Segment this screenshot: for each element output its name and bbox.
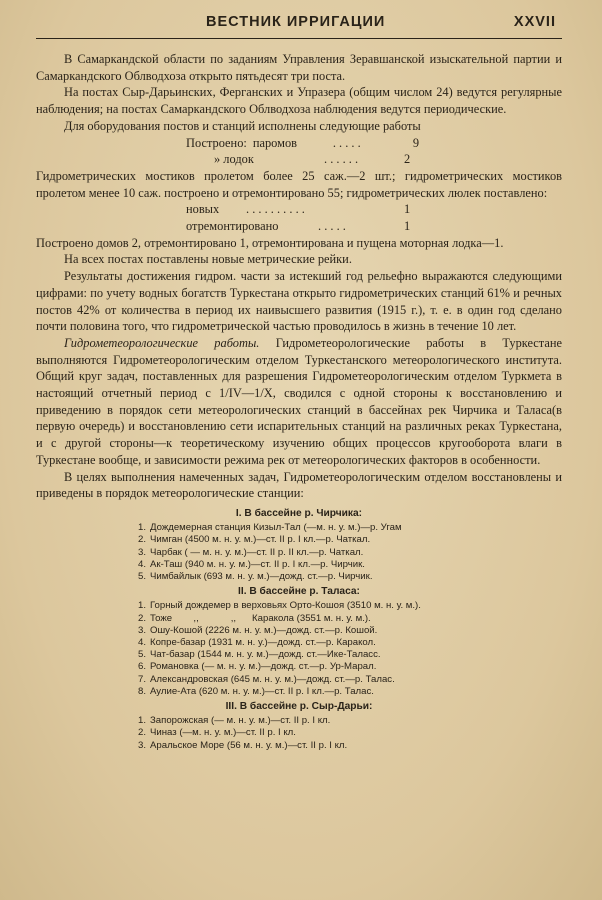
row-dots: . . . . . . [324,152,359,167]
paragraph: Построено домов 2, отремонтировано 1, отремонтирована и пущена моторная лодка—1. [36,235,504,250]
row-name: отремонтировано [186,219,279,234]
section-title: III. В бассейне р. Сыр-Дарьи: [225,701,373,713]
row-name: новых [186,202,220,217]
row-name: паромов [252,135,298,150]
body-text [36,51,562,502]
table-row [36,201,562,218]
paragraph: В целях выполнения намеченных задач, Гидрометеорологическим отделом восстановлены и приведены в порядок метеорологические станции: [36,469,562,501]
row-value: 2 [404,152,411,167]
cradles-table [36,201,562,234]
list-item: 6. Романовка (— м. н. у. м.)—дожд. ст.—р. Ур-Марал. [137,661,377,673]
list-item: 8. Аулие-Ата (620 м. н. у. м.)—ст. II р. I кл.—р. Талас. [137,685,374,697]
list-item: 4. Ак-Таш (940 м. н. у. м.)—ст. II р. I кл.—р. Чирчик. [137,558,365,570]
list-item: 5. Чат-базар (1544 м. н. у. м.)—дожд. ст.—Ике-Таласс. [137,649,381,661]
row-value: 1 [404,219,411,234]
paragraph: На всех постах поставлены новые метрические рейки. [64,252,352,267]
table-row [36,218,562,235]
table-row [36,135,562,152]
meteo-text: Гидрометеорологические работы в Туркестане выполняются Гидрометеорологическим отделом Туркестанского метеорологического института. Общий круг задач, поставленных для разрешения Гидрометеорологическим отделом Туркмета в настоящий отчетный период с 1/IV—1/X, сводился с одной стороны к восстановлению и приведению в порядок сети метеорологических станций в бассейнах рек Чирчика и Таласа(в первую очередь) и восстановлению сети испарительных станций на различных реках Туркестана, и с другой стороны—к теоретическому изучению общих процессов кругооборота влаги в Туркестане вообще, и зависимости режима рек от метеорологических факторов в особенности. [36,335,562,467]
built-table [36,135,562,168]
paragraph: Результаты достижения гидром. части за истекший год рельефно выражаются следующими цифрами: по учету водных богатств Туркестана открыто гидрометрических станций 61% и речных постов 42% от количества в период их наивысшего развития (1915 г.), т. е. в один год сделано почти половина того, что гидрометрической частью проводилось в жизнь в течение 10 лет. [36,269,562,334]
paragraph: Для оборудования постов и станций исполнены следующие работы [64,118,421,133]
list-item: 5. Чимбайлык (693 м. н. у. м.)—дожд. ст.—р. Чирчик. [137,571,373,582]
row-value: 9 [412,135,420,150]
list-item: 4. Копре-базар (1931 м. н. у.)—дожд. ст.—р. Каракол. [137,637,376,649]
journal-title: ВЕСТНИК ИРРИГАЦИИ [206,14,386,30]
list-item: 3. Чарбак ( — м. н. у. м.)—ст. II р. II кл.—р. Чаткал. [137,546,364,558]
row-value: 1 [404,202,411,217]
list-item: 2. Чиназ (—м. н. у. м.)—ст. II р. I кл. [137,727,296,739]
list-item: 3. Аральское Море (56 м. н. у. м.)—ст. II р. I кл. [137,739,348,751]
paragraph: В Самаркандской области по заданиям Управления Зеравшанской изыскательной партии и Самаркандского Облводхоза открыто пятьдесят три поста. [36,52,562,83]
list-item: 1. Запорожская (— м. н. у. м.)—ст. II р. I кл. [137,715,331,727]
list-item: 3. Ошу-Кошой (2226 м. н. у. м.)—дожд. ст.—р. Кошой. [137,624,378,636]
paragraph: Гидрометрических мостиков пролетом более 25 саж.—2 шт.; гидрометрических мостиков пролетом менее 10 саж. построено и отремонтировано 55; гидрометрических люлек поставлено: [36,168,562,200]
italic-lead: Гидрометеорологические работы. [64,335,260,350]
section-title: II. В бассейне р. Таласа: [238,586,360,598]
page-number: XXVII [513,14,556,30]
section-title: I. В бассейне р. Чирчика: [235,507,363,519]
paragraph: На постах Сыр-Дарьинских, Ферганских и Упразера (общим числом 24) ведутся регулярные наблюдения; на постах Самаркандского Облводхоза наблюдения ведутся периодические. [36,85,562,117]
page-header [36,14,562,39]
list-item: 7. Александровская (645 м. н. у. м.)—дожд. ст.—р. Талас. [137,673,395,685]
list-item: 1. Горный дождемер в верховьях Орто-Кошоя (3510 м. н. у. м.). [137,600,421,612]
row-dots: . . . . . . . . . . [246,202,305,217]
list-item: 1. Дождемерная станция Кизыл-Тал (—м. н. у. м.)—р. Угам [137,522,402,534]
row-name: » лодок [214,152,254,167]
built-label: Построено: [186,135,247,150]
list-item: 2. Чимган (4500 м. н. у. м.)—ст. II р. I кл.—р. Чаткал. [137,534,371,546]
stations-list [36,508,562,752]
row-dots: . . . . . [332,135,361,150]
paragraph-meteo [36,335,562,469]
row-dots: . . . . . [318,219,346,234]
list-item: 2. Тоже ,, ,, Каракола (3551 м. н. у. м.). [137,612,371,624]
table-row [36,151,562,168]
